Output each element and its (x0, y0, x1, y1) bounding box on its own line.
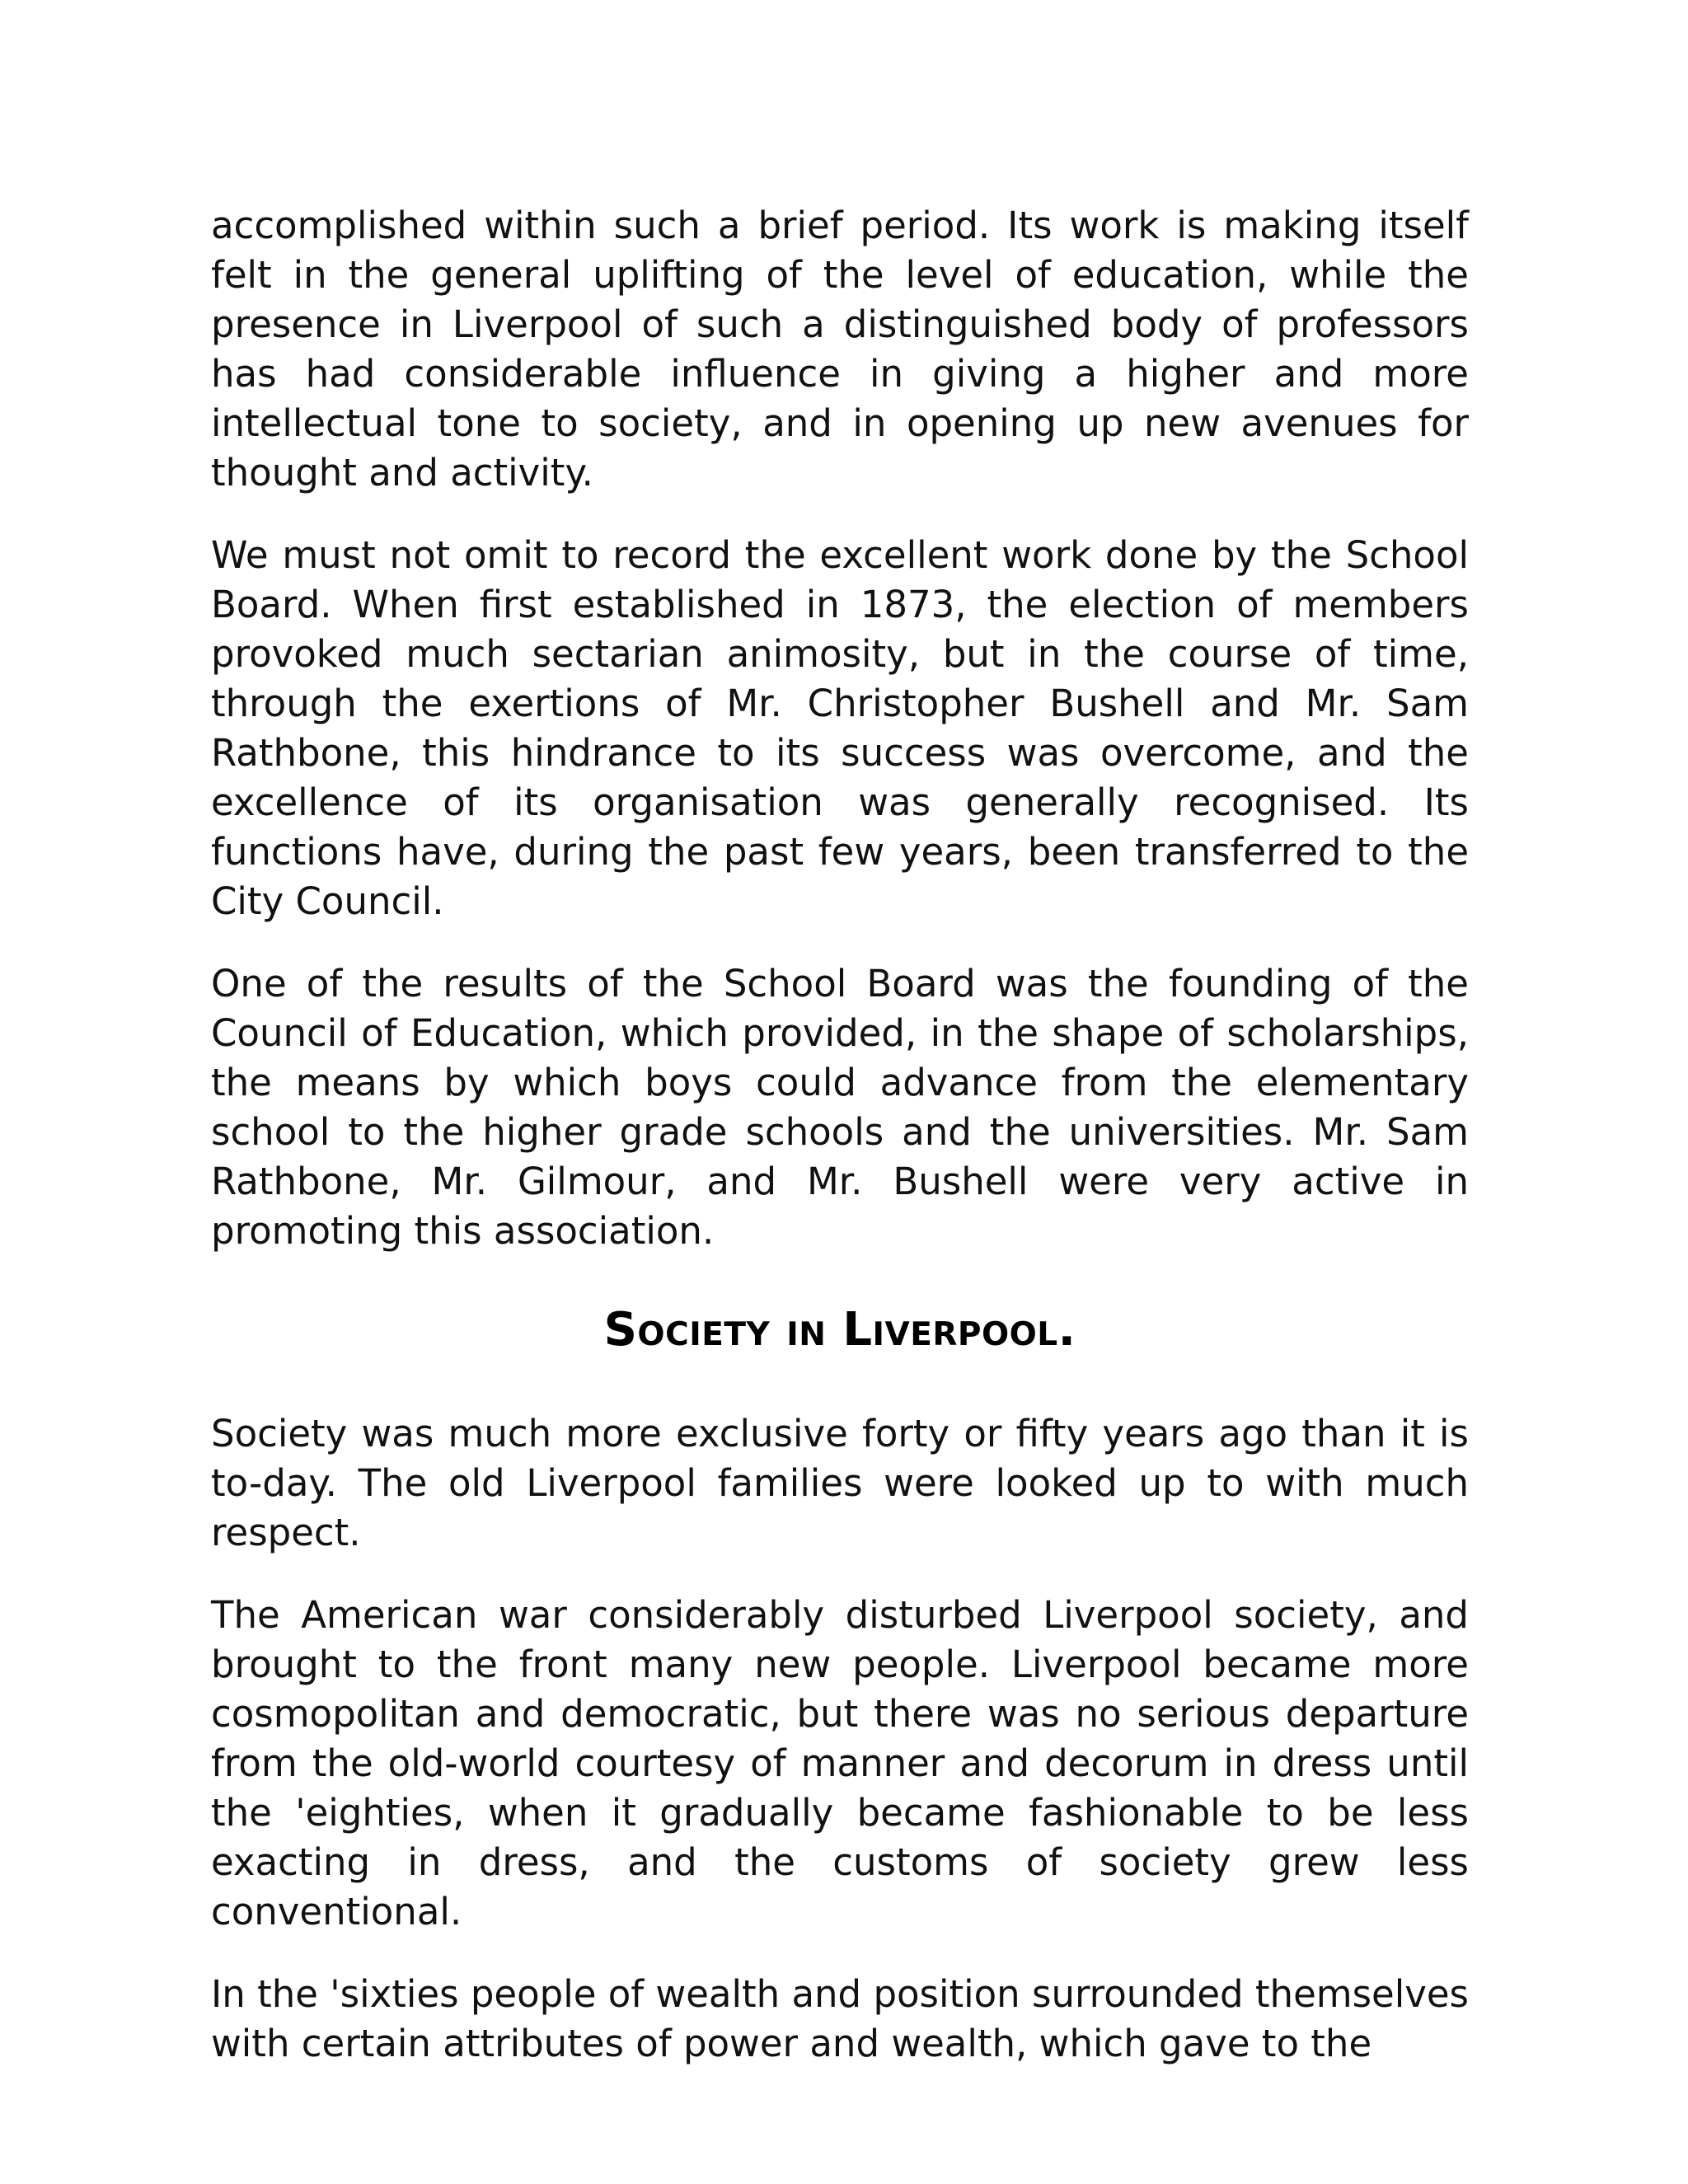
section-heading: Society in Liverpool. (603, 1303, 1076, 1357)
paragraph-university-influence: accomplished within such a brief period. Its work is making itself felt in the general uplifting of the level of education, while the presence in Liverpool of such a distinguished body of professors has had considerable influence in giving a higher and more intellectual tone to society, and in opening up new avenues for thought and activity. (211, 204, 1469, 494)
paragraph-sixties: In the 'sixties people of wealth and position surrounded themselves with certain attributes of power and wealth, which gave to the (211, 1972, 1469, 2065)
paragraph-society-exclusive: Society was much more exclusive forty or fifty years ago than it is to-day. The old Liverpool families were looked up to with much respect. (211, 1412, 1469, 1554)
paragraph-american-war: The American war considerably disturbed Liverpool society, and brought to the front many new people. Liverpool became more cosmopolitan and democratic, but there was no serious departure from the old-world courtesy of manner and decorum in dress until the 'eighties, when it gradually became fashionable to be less exacting in dress, and the customs of society grew less conventional. (211, 1593, 1469, 1933)
page-text (211, 201, 1469, 2102)
paragraph-school-board: We must not omit to record the excellent work done by the School Board. When first established in 1873, the election of members provoked much sectarian animosity, but in the course of time, through the exertions of Mr. Christopher Bushell and Mr. Sam Rathbone, this hindrance to its success was overcome, and the excellence of its organisation was generally recognised. Its functions have, during the past few years, been transferred to the City Council. (211, 533, 1469, 923)
paragraph-council-of-education: One of the results of the School Board was the founding of the Council of Education, which provided, in the shape of scholarships, the means by which boys could advance from the elementary school to the higher grade schools and the universities. Mr. Sam Rathbone, Mr. Gilmour, and Mr. Bushell were very active in promoting this association. (211, 962, 1469, 1253)
